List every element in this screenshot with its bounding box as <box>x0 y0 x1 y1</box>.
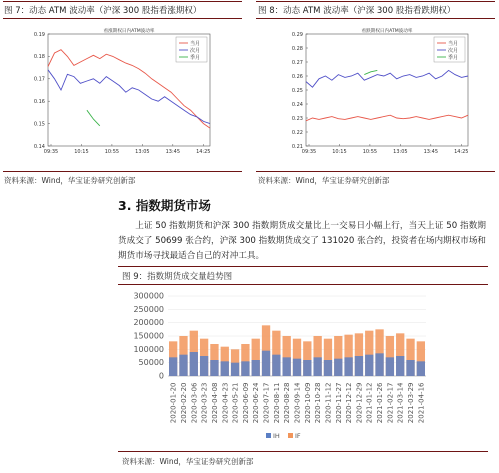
fig8-x-tick-label: 10:55 <box>362 149 378 155</box>
fig9-legend-swatch-ih <box>266 433 271 438</box>
fig9-bar-ih <box>406 360 414 376</box>
fig7-y-tick-label: 0.19 <box>33 31 45 38</box>
fig9-x-tick-label: 2020-11-27 <box>334 382 343 424</box>
fig9-x-tick-label: 2021-04-16 <box>417 382 426 424</box>
fig9-bar-ih <box>386 357 394 376</box>
fig9-x-tick-label: 2021-03-29 <box>407 382 416 424</box>
fig9-bar-ih <box>210 360 218 376</box>
fig9-x-tick-label: 2020-10-28 <box>314 382 323 424</box>
fig8-y-tick-label: 0.25 <box>291 87 303 94</box>
fig9-bar-ih <box>283 357 291 376</box>
fig9-y-tick-label: 300000 <box>133 291 164 301</box>
fig8-y-tick-label: 0.24 <box>291 101 303 108</box>
fig9-x-tick-label: 2020-04-23 <box>221 382 230 424</box>
if-volume: 131020 <box>321 236 355 246</box>
fig9-caption-rule <box>118 284 488 285</box>
fig8-x-tick-label: 10:15 <box>332 149 347 155</box>
fig9-bottom-rule <box>118 451 488 452</box>
fig7-x-tick-label: 10:15 <box>74 149 89 155</box>
fig9-bar-ih <box>179 355 187 376</box>
fig8-chart <box>278 24 474 162</box>
fig9-bar-ih <box>241 361 249 376</box>
fig8-y-tick-label: 0.23 <box>291 115 303 122</box>
fig7-x-tick-label: 14:25 <box>196 149 211 155</box>
fig7-y-tick-label: 0.16 <box>33 99 45 105</box>
fig9-legend-label-if: IF <box>295 432 301 440</box>
fig9-legend-label-ih: IH <box>273 432 280 440</box>
fig8-y-tick-label: 0.29 <box>291 31 303 38</box>
fig9-x-tick-label: 2020-10-09 <box>303 382 312 424</box>
fig7-legend-label-1: 次月 <box>190 47 201 54</box>
fig9-y-tick-label: 150000 <box>133 331 164 341</box>
fig7-x-tick-label: 13:05 <box>135 149 150 155</box>
fig8-x-tick-label: 13:05 <box>393 149 408 155</box>
fig7-y-tick-label: 0.17 <box>33 76 45 83</box>
fig9-caption: 图 9：指数期货成交量趋势图 <box>122 272 233 282</box>
fig9-x-tick-label: 2020-03-23 <box>200 382 209 424</box>
fig9-x-tick-label: 2020-06-09 <box>241 382 250 424</box>
fig8-y-tick-label: 0.28 <box>291 45 303 52</box>
fig9-bar-ih <box>334 359 342 376</box>
fig9-bar-ih <box>324 360 332 376</box>
fig9-legend-swatch-if <box>288 433 293 438</box>
fig8-y-tick-label: 0.26 <box>291 73 303 80</box>
fig9-y-tick-label: 200000 <box>133 318 164 328</box>
fig9-bar-ih <box>221 361 229 376</box>
fig7-chart-title: 看涨期权日内ATM波动率 <box>103 29 155 34</box>
fig8-legend-label-1: 次月 <box>448 47 459 54</box>
fig9-x-tick-label: 2020-06-24 <box>252 382 261 424</box>
fig7-legend-label-0: 当月 <box>190 40 201 47</box>
fig7-x-tick-label: 10:55 <box>104 149 120 155</box>
fig9-bar-ih <box>252 360 260 376</box>
fig9-bar-ih <box>262 351 270 376</box>
fig9-bar-ih <box>272 355 280 376</box>
section-paragraph: 上证 50 指数期货和沪深 300 指数期货成交量比上一交易日小幅上行，当天上证 50 指数期货成交了 50699 张合约，沪深 300 指数期货成交了 131020 张合约，投资者在场内期权市场和期货市场寻找最适合自己的对冲工具。 <box>118 221 487 261</box>
fig9-x-tick-label: 2020-05-21 <box>231 382 240 424</box>
fig9-bar-ih <box>375 353 383 376</box>
fig8-bottom-rule <box>256 171 495 172</box>
fig9-bar-ih <box>313 357 321 376</box>
fig7-x-tick-label: 09:35 <box>43 149 59 155</box>
fig9-x-tick-label: 2020-01-20 <box>169 382 178 424</box>
fig7-y-tick-label: 0.15 <box>33 121 45 128</box>
fig7-caption-rule <box>3 18 242 19</box>
fig9-chart <box>120 288 486 446</box>
fig9-bar-ih <box>303 360 311 376</box>
fig9-x-tick-label: 2020-08-11 <box>272 382 281 424</box>
fig7-y-tick-label: 0.14 <box>33 143 45 150</box>
fig9-bar-ih <box>200 356 208 376</box>
fig7-legend-label-2: 季月 <box>190 54 201 61</box>
fig7-caption: 图 7：动态 ATM 波动率（沪深 300 股指看涨期权） <box>4 6 202 16</box>
fig9-y-tick-label: 0 <box>158 371 164 381</box>
fig9-x-tick-label: 2021-01-26 <box>376 382 385 424</box>
fig7-top-rule <box>3 1 242 2</box>
fig9-bar-ih <box>190 352 198 376</box>
section-heading <box>118 196 211 214</box>
fig8-source: 资料来源：Wind，华宝证券研究创新部 <box>258 176 390 185</box>
fig8-caption-rule <box>256 18 495 19</box>
fig8-top-rule <box>256 1 495 2</box>
fig9-x-tick-label: 2020-02-20 <box>179 382 188 424</box>
fig9-source: 资料来源：Wind，华宝证券研究创新部 <box>122 457 254 466</box>
fig9-x-tick-label: 2020-09-14 <box>293 382 302 424</box>
fig7-source: 资料来源：Wind，华宝证券研究创新部 <box>4 176 136 185</box>
fig9-x-tick-label: 2021-01-12 <box>365 382 374 424</box>
fig8-x-tick-label: 13:45 <box>423 149 439 155</box>
fig9-x-tick-label: 2020-07-17 <box>262 382 271 424</box>
fig9-bar-ih <box>293 359 301 376</box>
fig9-x-tick-label: 2020-03-06 <box>190 382 199 424</box>
fig9-y-tick-label: 50000 <box>138 358 164 368</box>
fig8-legend-label-2: 季月 <box>448 54 459 61</box>
fig9-x-tick-label: 2020-12-12 <box>345 382 354 424</box>
fig8-x-tick-label: 09:35 <box>301 149 317 155</box>
fig9-bar-ih <box>344 357 352 376</box>
fig9-x-tick-label: 2021-02-17 <box>386 382 395 424</box>
fig9-bar-ih <box>417 361 425 376</box>
fig9-y-tick-label: 100000 <box>133 344 164 354</box>
fig9-x-tick-label: 2021-03-14 <box>396 382 405 424</box>
fig8-legend-label-0: 当月 <box>448 40 459 47</box>
ih-volume: 50699 <box>155 236 183 246</box>
fig9-bar-ih <box>396 356 404 376</box>
fig7-chart <box>20 24 216 162</box>
fig9-x-tick-label: 2020-08-28 <box>283 382 292 424</box>
fig9-bar-ih <box>231 363 239 376</box>
fig8-x-tick-label: 14:25 <box>454 149 469 155</box>
fig8-chart-title: 看跌期权日内ATM波动率 <box>361 29 413 34</box>
section-number: 3. <box>118 198 132 213</box>
fig7-y-tick-label: 0.18 <box>33 54 45 61</box>
fig9-x-tick-label: 2020-12-29 <box>355 382 364 424</box>
fig8-y-tick-label: 0.27 <box>291 59 303 66</box>
fig8-caption: 图 8：动态 ATM 波动率（沪深 300 股指看跌期权） <box>258 6 456 16</box>
fig9-x-tick-label: 2020-11-12 <box>324 382 333 424</box>
fig7-x-tick-label: 13:45 <box>165 149 181 155</box>
fig9-bar-ih <box>355 356 363 376</box>
fig9-y-tick-label: 250000 <box>133 304 164 314</box>
fig9-bar-ih <box>365 355 373 376</box>
fig9-bar-ih <box>169 357 177 376</box>
fig7-bottom-rule <box>3 171 242 172</box>
fig9-top-rule <box>118 266 488 267</box>
fig8-y-tick-label: 0.22 <box>291 129 303 136</box>
fig8-y-tick-label: 0.21 <box>291 143 303 150</box>
section-title: 指数期货市场 <box>135 198 211 213</box>
fig9-x-tick-label: 2020-04-08 <box>210 382 219 424</box>
